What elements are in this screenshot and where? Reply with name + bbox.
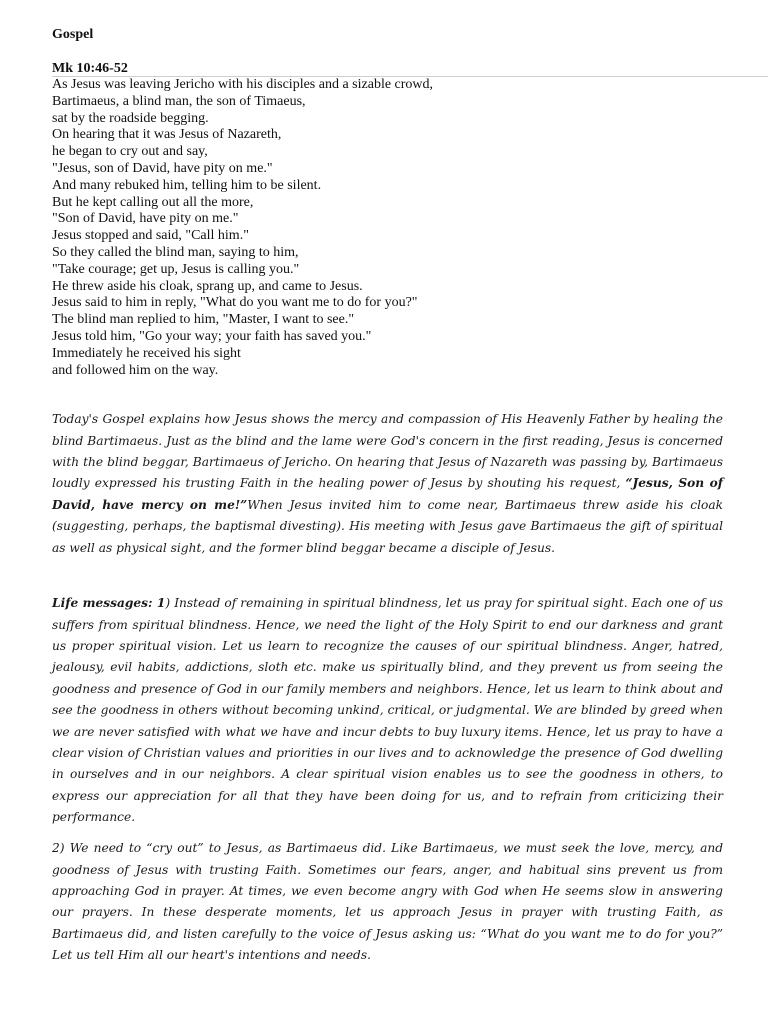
verse-line: "Take courage; get up, Jesus is calling you." — [52, 261, 300, 277]
reflection-text-continued: When Jesus invited him to come near, Bartimaeus threw aside his cloak (suggesting, perhaps, the baptismal divesting). His meeting with Jesus gave Bartimaeus the gift of spiritual as well as physical sight, and the former blind beggar became a disciple of Jesus. — [52, 497, 723, 555]
verse-line: Immediately he received his sight — [52, 345, 241, 361]
reflection-text: Today's Gospel explains how Jesus shows the mercy and compassion of His Heavenly Father by healing the blind Bartimaeus. Just as the blind and the lame were God's concern in the first reading, Jesus is concerned with the blind beggar, Bartimaeus of Jericho. On hearing that Jesus of Nazareth was passing by, Bartimaeus loudly expressed his trusting Faith in the healing power of Jesus by shouting his request, — [52, 412, 723, 491]
gospel-passage — [52, 77, 433, 379]
verse-line: But he kept calling out all the more, — [52, 194, 254, 210]
verse-line: Jesus told him, "Go your way; your faith has saved you." — [52, 328, 372, 344]
verse-line: he began to cry out and say, — [52, 144, 208, 160]
life-message-paragraph-1 — [52, 593, 723, 828]
section-heading: Gospel — [52, 27, 94, 42]
reflection-paragraph — [52, 409, 723, 559]
verse-line: As Jesus was leaving Jericho with his disciples and a sizable crowd, — [52, 77, 434, 92]
verse-line: On hearing that it was Jesus of Nazareth, — [52, 127, 282, 143]
verse-line: Jesus said to him in reply, "What do you want me to do for you?" — [52, 295, 418, 311]
verse-line: So they called the blind man, saying to him, — [52, 244, 299, 260]
verse-line: "Son of David, have pity on me." — [52, 211, 239, 227]
verse-line: and followed him on the way. — [52, 362, 219, 378]
verse-line: The blind man replied to him, "Master, I want to see." — [52, 312, 355, 328]
verse-line: Bartimaeus, a blind man, the son of Timaeus, — [52, 93, 306, 109]
verse-line: And many rebuked him, telling him to be silent. — [52, 177, 322, 193]
life-message-text-1: ) Instead of remaining in spiritual blindness, let us pray for spiritual sight. Each one of us suffers from spiritual blindness. Hence, we need the light of the Holy Spirit to end our darkness and grant us proper spiritual vision. Let us learn to recognize the causes of our spiritual blindness. Anger, hatred, jealousy, evil habits, addictions, sloth etc. make us spiritually blind, and they prevent us from seeing the goodness and presence of God in our family members and neighbors. Hence, let us learn to think about and see the goodness in others without becoming unkind, critical, or judgmental. We are blinded by greed when we are never satisfied with what we have and incur debts to buy luxury items. Hence, let us pray to have a clear vision of Christian values and priorities in our lives and to acknowledge the presence of God dwelling in ourselves and in our neighbors. A clear spiritual vision enables us to see the goodness in others, to express our appreciation for all that they have been doing for us, and to refrain from criticizing their performance. — [52, 596, 723, 825]
verse-line: He threw aside his cloak, sprang up, and came to Jesus. — [52, 278, 363, 294]
verse-line: Jesus stopped and said, "Call him." — [52, 228, 249, 244]
life-message-paragraph-2: 2) We need to “cry out” to Jesus, as Bartimaeus did. Like Bartimaeus, we must seek the love, mercy, and goodness of Jesus with trusting Faith. Sometimes our fears, anger, and habitual sins prevent us from approaching God in prayer. At times, we even become angry with God when He seems slow in answering our prayers. In these desperate moments, let us approach Jesus in prayer with trusting Faith, as Bartimaeus did, and listen carefully to the voice of Jesus asking us: “What do you want me to do for you?” Let us tell Him all our heart's intentions and needs. — [52, 841, 723, 963]
scripture-reference: Mk 10:46-52 — [52, 61, 128, 76]
reflection-quote: “Jesus, Son of David, have mercy on me!” — [52, 476, 723, 512]
verse-line: sat by the roadside begging. — [52, 110, 209, 126]
verse-line: "Jesus, son of David, have pity on me." — [52, 160, 273, 176]
life-messages-label: Life messages: 1 — [52, 596, 166, 611]
